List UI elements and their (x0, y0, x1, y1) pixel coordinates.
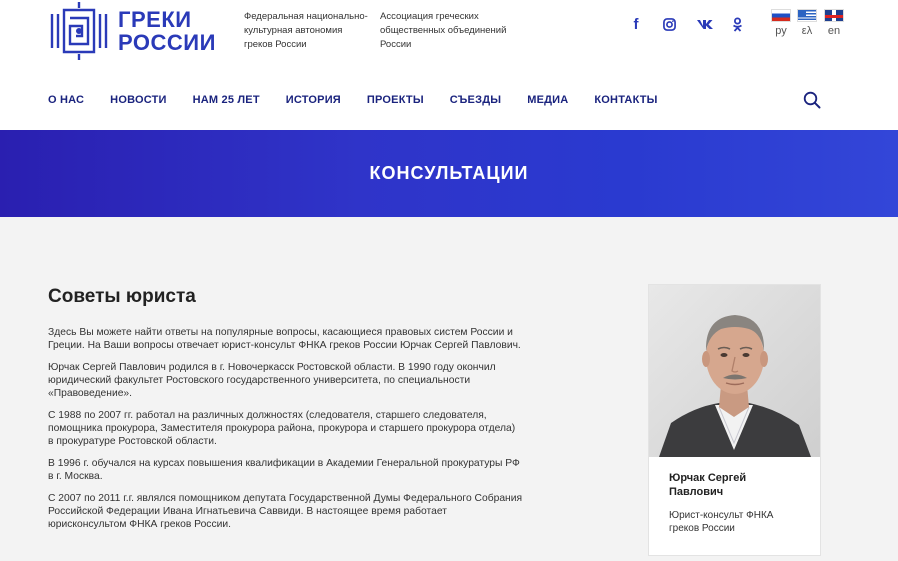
section-heading: Советы юриста (48, 286, 196, 307)
instagram-icon[interactable] (660, 14, 678, 34)
paragraph-career: С 1988 по 2007 гг. работал на различных должностях (следователя, старшего следователя, помощника прокурора, Заместителя прокурора района, прокурора и старшего прокурора отдела) в прокуратуре Ростовской области. (48, 410, 516, 447)
lawyer-card (648, 284, 821, 556)
logo-line-1: ГРЕКИ (118, 7, 192, 32)
page-title: КОНСУЛЬТАЦИИ (369, 163, 529, 183)
instagram-glyph-icon (663, 18, 676, 31)
paragraph-training: В 1996 г. обучался на курсах повышения квалификации в Академии Генеральной прокуратуры РФ в г. Москва. (48, 458, 520, 482)
paragraph-current: С 2007 по 2011 г.г. являлся помощником депутата Государственной Думы Федерального Собрания Российской Федерации Ивана Игнатьевича Саввиди. В настоящее время работает юрисконсультом ФНКА греков России. (48, 493, 523, 530)
search-icon[interactable] (803, 91, 821, 109)
ok-glyph-icon (732, 17, 743, 32)
vk-icon[interactable] (694, 14, 716, 34)
lawyer-name: Юрчак Сергей Павлович (669, 472, 747, 498)
logo-wordmark (118, 8, 216, 54)
nav-item-congresses[interactable]: СЪЕЗДЫ (449, 94, 502, 106)
lawyer-photo (649, 285, 820, 457)
nav-item-news[interactable]: НОВОСТИ (110, 94, 167, 106)
main-nav (48, 94, 684, 106)
paragraph-bio: Юрчак Сергей Павлович родился в г. Новочеркасск Ростовской области. В 1990 году окончил юридический факультет Ростовского государственного университета, по специальности «Правоведение». (48, 362, 496, 399)
lang-ru-label: ру (775, 25, 787, 37)
lang-el-label: ελ (801, 25, 813, 37)
nav-item-contacts[interactable]: КОНТАКТЫ (594, 94, 658, 106)
odnoklassniki-icon[interactable] (729, 14, 745, 34)
lang-en-label: en (827, 25, 841, 37)
lang-el[interactable] (795, 9, 819, 37)
main-content (48, 286, 523, 540)
vk-glyph-icon (696, 19, 714, 30)
lang-ru[interactable] (769, 9, 793, 37)
logo-line-2: РОССИИ (118, 30, 216, 55)
lawyer-role: Юрист-консульт ФНКА греков России (669, 510, 774, 534)
nav-item-about[interactable]: О НАС (48, 94, 85, 106)
paragraph-intro: Здесь Вы можете найти ответы на популярные вопросы, касающиеся правовых систем России и Греции. На Ваши вопросы отвечает юрист-консульт ФНКА греков России Юрчак Сергей Павлович. (48, 327, 521, 351)
lang-en[interactable] (822, 9, 846, 37)
site-header (0, 0, 898, 130)
uk-flag-icon (824, 9, 844, 22)
nav-item-projects[interactable]: ПРОЕКТЫ (366, 94, 424, 106)
facebook-icon[interactable]: f (633, 15, 639, 33)
org-fnka-link[interactable]: Федеральная национально-культурная автономия греков России (244, 11, 368, 50)
nav-item-media[interactable]: МЕДИА (527, 94, 569, 106)
greek-key-logo-icon (48, 0, 110, 62)
site-logo[interactable] (48, 0, 218, 62)
greece-flag-icon (797, 9, 817, 22)
nav-item-history[interactable]: ИСТОРИЯ (285, 94, 341, 106)
nav-item-25-years[interactable]: НАМ 25 ЛЕТ (192, 94, 260, 106)
russia-flag-icon (771, 9, 791, 22)
org-association-link[interactable]: Ассоциация греческих общественных объединений России (380, 11, 507, 50)
page-banner (0, 130, 898, 217)
